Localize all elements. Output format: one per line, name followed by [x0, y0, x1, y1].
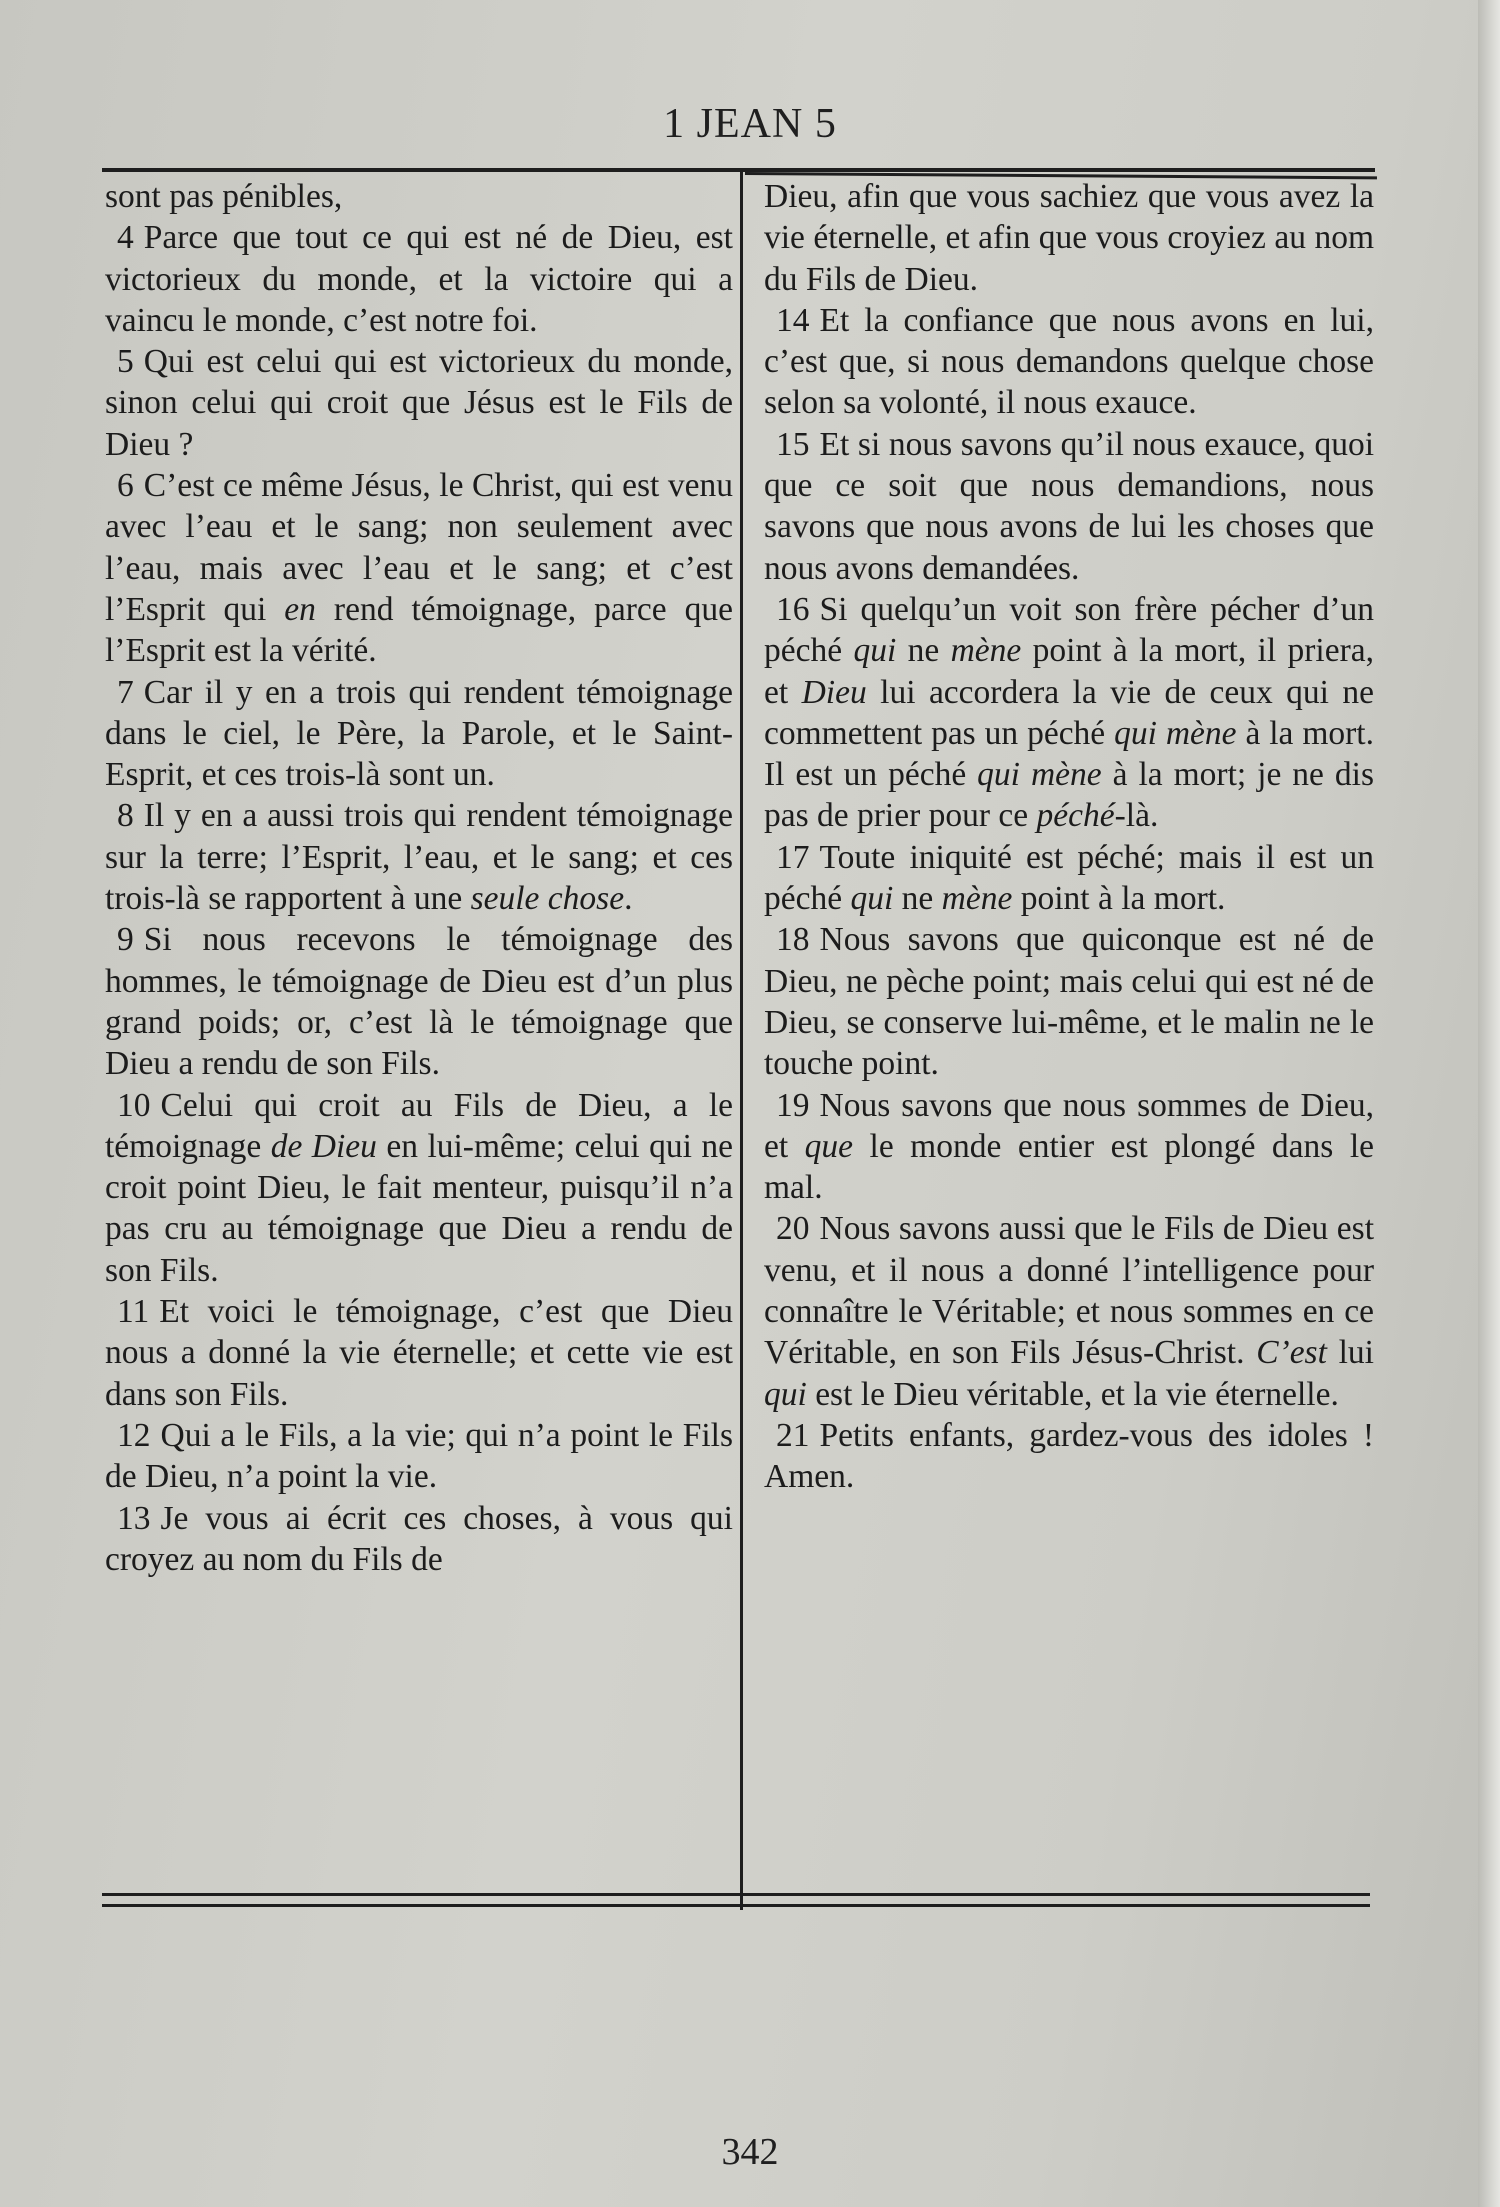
verse-number: 17 [776, 838, 810, 876]
verse-number: 5 [117, 343, 134, 381]
verse-text: ne [896, 632, 951, 670]
italic-word: qui [853, 632, 897, 670]
verse-text: à la mort. Il est un péché [764, 714, 1374, 794]
verse-21 [764, 1415, 1374, 1498]
verse-number: 21 [776, 1416, 810, 1454]
verse-11 [105, 1291, 733, 1415]
verse-text: Nous savons aussi que le Fils de Dieu est venu, et il nous a donné l’intelligence pour connaître le Véritable; et nous sommes en ce Véritable, en son Fils Jésus-Christ. [764, 1210, 1374, 1372]
page-number: 342 [721, 2131, 779, 2173]
verse-text: point à la mort, il priera, et [764, 632, 1374, 711]
verse-text: point à la mort. [1012, 880, 1226, 918]
italic-word: de Dieu [270, 1127, 377, 1165]
verse-number: 18 [776, 921, 810, 959]
italic-word: seule chose [470, 880, 625, 918]
verse-text: lui [1326, 1334, 1374, 1372]
verse-text: Nous savons que quiconque est né de Dieu, ne pèche point; mais celui qui est né de Dieu, se conserve lui-même, et le malin ne le touche point. [764, 921, 1374, 1083]
italic-word: en [284, 590, 316, 628]
italic-word: que [804, 1127, 854, 1165]
verse-15 [764, 424, 1374, 589]
verse-18 [764, 919, 1374, 1084]
verse-text: en lui-même; celui qui ne croit point Dieu, le fait menteur, puisqu’il n’a pas cru au témoignage que Dieu a rendu de son Fils. [105, 1127, 733, 1289]
italic-word: qui mène [1114, 714, 1237, 752]
verse-9 [105, 919, 733, 1084]
verse-number: 15 [776, 425, 810, 463]
verse-text: Qui a le Fils, a la vie; qui n’a point le Fils de Dieu, n’a point la vie. [105, 1416, 733, 1496]
verse-text: à la mort; je ne dis pas de prier pour ce [764, 756, 1374, 835]
verse-text: le monde entier est plongé dans le mal. [764, 1127, 1374, 1207]
column-divider [740, 168, 743, 1910]
verse-number: 12 [117, 1416, 151, 1454]
italic-word: péché [1036, 797, 1115, 835]
verse-text: ne [893, 880, 942, 918]
verse-continued [764, 176, 1374, 300]
verse-number: 19 [776, 1086, 810, 1124]
verse-text: Si quelqu’un voit son frère pécher d’un péché [764, 590, 1374, 670]
left-column [105, 176, 733, 1580]
verse-text: Nous savons que nous sommes de Dieu, et [764, 1086, 1374, 1165]
verse-text: Si nous recevons le témoignage des hommes, le témoignage de Dieu est d’un plus grand poids; or, c’est là le témoignage que Dieu a rendu de son Fils. [105, 921, 733, 1083]
verse-10 [105, 1085, 733, 1291]
verse-text: Et si nous savons qu’il nous exauce, quoi que ce soit que nous demandions, nous savons que nous avons de lui les choses que nous avons demandées. [764, 425, 1374, 587]
verse-text: -là. [1114, 797, 1159, 835]
verse-number: 16 [776, 590, 810, 628]
verse-text: Et la confiance que nous avons en lui, c’est que, si nous demandons quelque chose selon sa volonté, il nous exauce. [764, 301, 1374, 422]
verse-text: est le Dieu véritable, et la vie éternelle. [806, 1375, 1339, 1413]
verse-12 [105, 1415, 733, 1498]
verse-8 [105, 795, 733, 919]
verse-continued [105, 176, 733, 217]
verse-number: 13 [117, 1499, 151, 1537]
verse-20 [764, 1208, 1374, 1414]
verse-text: Celui qui croit au Fils de Dieu, a le témoignage [105, 1086, 733, 1165]
footer-rule-top [102, 1893, 1370, 1896]
verse-number: 9 [117, 921, 134, 959]
verse-text: Il y en a aussi trois qui rendent témoignage sur la terre; l’Esprit, l’eau, et le sang; et ces trois-là se rapportent à une [105, 797, 733, 918]
verse-number: 14 [776, 301, 810, 339]
italic-word: C’est [1256, 1334, 1327, 1372]
verse-text: Car il y en a trois qui rendent témoignage dans le ciel, le Père, la Parole, et le Saint-Esprit, et ces trois-là sont un. [105, 673, 733, 794]
verse-text: rend témoignage, parce que l’Esprit est la vérité. [105, 590, 733, 670]
verse-text: Parce que tout ce qui est né de Dieu, est victorieux du monde, et la victoire qui a vaincu le monde, c’est notre foi. [105, 219, 733, 339]
verse-14 [764, 300, 1374, 424]
italic-word: qui [764, 1375, 807, 1413]
verse-13 [105, 1498, 733, 1581]
right-column [764, 176, 1374, 1498]
verse-text: C’est ce même Jésus, le Christ, qui est venu avec l’eau et le sang; non seulement avec l’eau, mais avec l’eau et le sang; et c’est l’Esprit qui [105, 467, 733, 628]
verse-number: 6 [117, 467, 134, 505]
verse-text: Qui est celui qui est victorieux du monde, sinon celui qui croit que Jésus est le Fils de Dieu ? [105, 343, 733, 463]
italic-word: qui [850, 880, 894, 918]
page-edge [1478, 0, 1500, 2207]
verse-text: Je vous ai écrit ces choses, à vous qui croyez au nom du Fils de [105, 1499, 733, 1578]
italic-word: Dieu [801, 673, 867, 711]
verse-17 [764, 837, 1374, 920]
verse-6 [105, 465, 733, 671]
italic-word: mène [950, 632, 1022, 670]
verse-5 [105, 341, 733, 465]
verse-number: 20 [776, 1210, 810, 1248]
verse-text: Petits enfants, gardez-vous des idoles ! Amen. [764, 1416, 1374, 1496]
italic-word: mène [941, 880, 1013, 918]
footer-rule-bottom [102, 1904, 1370, 1907]
header-rule [102, 168, 1375, 172]
verse-text: Et voici le témoignage, c’est que Dieu nous a donné la vie éternelle; et cette vie est dans son Fils. [105, 1293, 733, 1413]
verse-16 [764, 589, 1374, 837]
verse-text: Toute iniquité est péché; mais il est un péché [764, 838, 1374, 918]
verse-number: 7 [117, 673, 134, 711]
italic-word: qui mène [977, 756, 1102, 794]
verse-number: 4 [117, 219, 134, 257]
verse-text: . [624, 880, 633, 918]
verse-number: 11 [117, 1293, 150, 1331]
verse-text: Dieu, afin que vous sachiez que vous avez la vie éternelle, et afin que vous croyiez au nom du Fils de Dieu. [764, 178, 1374, 298]
verse-text: lui accordera la vie de ceux qui ne commettent pas un péché [764, 673, 1375, 752]
verse-number: 8 [117, 797, 134, 835]
verse-4 [105, 217, 733, 341]
verse-text: sont pas pénibles, [105, 178, 343, 215]
verse-19 [764, 1085, 1374, 1209]
running-head: 1 JEAN 5 [663, 101, 837, 147]
show-through-text [90, 1925, 1390, 2155]
verse-number: 10 [117, 1086, 151, 1124]
verse-7 [105, 672, 733, 796]
